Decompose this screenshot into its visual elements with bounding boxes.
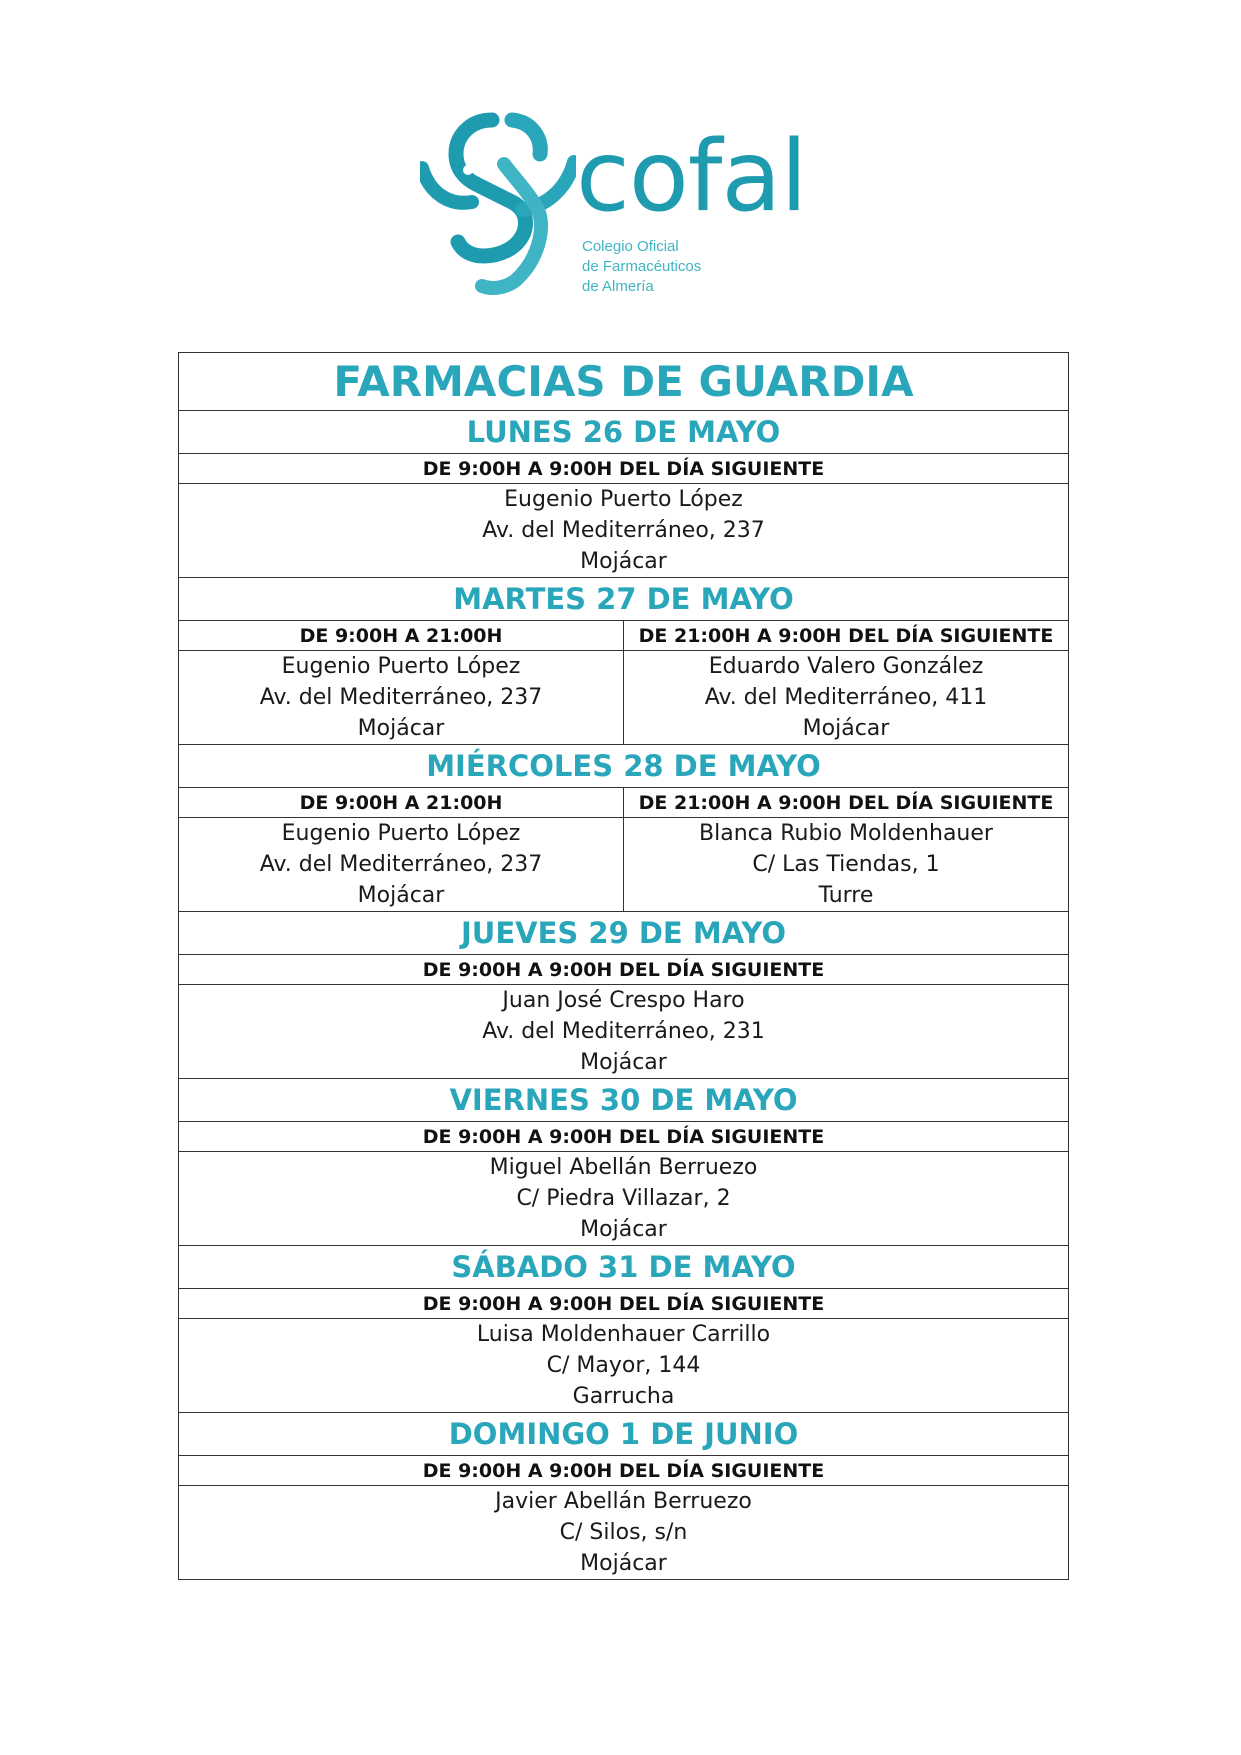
hours-label: DE 9:00H A 21:00H xyxy=(179,621,624,651)
hours-label: DE 21:00H A 9:00H DEL DÍA SIGUIENTE xyxy=(624,788,1069,818)
snake-cup-icon xyxy=(420,110,576,300)
pharmacy-address: Av. del Mediterráneo, 237 xyxy=(482,518,765,543)
day-heading: JUEVES 29 DE MAYO xyxy=(179,912,1069,955)
pharmacy-town: Mojácar xyxy=(580,549,667,574)
pharmacy-town: Garrucha xyxy=(572,1384,675,1409)
logo-subtitle xyxy=(582,237,701,297)
duty-pharmacies-table xyxy=(178,352,1069,1580)
pharmacy-name: Luisa Moldenhauer Carrillo xyxy=(476,1322,771,1347)
pharmacy-info xyxy=(179,1319,1069,1413)
day-heading: MARTES 27 DE MAYO xyxy=(179,578,1069,621)
pharmacy-info xyxy=(179,818,624,912)
logo-subtitle-line: Colegio Oficial xyxy=(582,238,679,255)
pharmacy-address: C/ Mayor, 144 xyxy=(546,1353,701,1378)
logo-subtitle-line: de Almería xyxy=(582,278,654,295)
day-heading: SÁBADO 31 DE MAYO xyxy=(179,1246,1069,1289)
pharmacy-name: Eugenio Puerto López xyxy=(281,821,521,846)
page-title: FARMACIAS DE GUARDIA xyxy=(179,353,1069,411)
pharmacy-address: Av. del Mediterráneo, 237 xyxy=(259,685,543,710)
hours-label: DE 9:00H A 9:00H DEL DÍA SIGUIENTE xyxy=(179,1289,1069,1319)
pharmacy-name: Miguel Abellán Berruezo xyxy=(489,1155,758,1180)
logo-subtitle-line: de Farmacéuticos xyxy=(582,258,702,275)
pharmacy-info xyxy=(624,651,1069,745)
pharmacy-info xyxy=(624,818,1069,912)
pharmacy-name: Javier Abellán Berruezo xyxy=(495,1489,752,1514)
pharmacy-name: Eugenio Puerto López xyxy=(504,487,743,512)
hours-label: DE 9:00H A 9:00H DEL DÍA SIGUIENTE xyxy=(179,1122,1069,1152)
hours-label: DE 9:00H A 9:00H DEL DÍA SIGUIENTE xyxy=(179,454,1069,484)
pharmacy-name: Eugenio Puerto López xyxy=(281,654,521,679)
pharmacy-town: Mojácar xyxy=(580,1217,667,1242)
pharmacy-address: C/ Silos, s/n xyxy=(559,1520,688,1545)
pharmacy-address: Av. del Mediterráneo, 237 xyxy=(259,852,543,877)
pharmacy-info xyxy=(179,1152,1069,1246)
pharmacy-town: Mojácar xyxy=(357,883,445,908)
pharmacy-town: Mojácar xyxy=(580,1551,667,1576)
pharmacy-info xyxy=(179,651,624,745)
hours-label: DE 9:00H A 21:00H xyxy=(179,788,624,818)
logo-wordmark: cofal xyxy=(576,120,807,234)
pharmacy-name: Juan José Crespo Haro xyxy=(502,988,745,1013)
day-heading: DOMINGO 1 DE JUNIO xyxy=(179,1413,1069,1456)
day-heading: LUNES 26 DE MAYO xyxy=(179,411,1069,454)
pharmacy-address: C/ Las Tiendas, 1 xyxy=(752,852,940,877)
day-heading: MIÉRCOLES 28 DE MAYO xyxy=(179,745,1069,788)
pharmacy-address: C/ Piedra Villazar, 2 xyxy=(516,1186,731,1211)
pharmacy-info xyxy=(179,484,1069,578)
hours-label: DE 9:00H A 9:00H DEL DÍA SIGUIENTE xyxy=(179,1456,1069,1486)
day-heading: VIERNES 30 DE MAYO xyxy=(179,1079,1069,1122)
pharmacy-name: Eduardo Valero González xyxy=(708,654,984,679)
pharmacy-town: Mojácar xyxy=(580,1050,667,1075)
pharmacy-info xyxy=(179,1486,1069,1580)
pharmacy-info xyxy=(179,985,1069,1079)
hours-label: DE 21:00H A 9:00H DEL DÍA SIGUIENTE xyxy=(624,621,1069,651)
pharmacy-name: Blanca Rubio Moldenhauer xyxy=(699,821,993,846)
pharmacy-town: Mojácar xyxy=(802,716,890,741)
cofal-logo xyxy=(420,110,820,300)
pharmacy-town: Turre xyxy=(818,883,874,908)
hours-label: DE 9:00H A 9:00H DEL DÍA SIGUIENTE xyxy=(179,955,1069,985)
pharmacy-address: Av. del Mediterráneo, 231 xyxy=(482,1019,765,1044)
pharmacy-address: Av. del Mediterráneo, 411 xyxy=(704,685,988,710)
pharmacy-town: Mojácar xyxy=(357,716,445,741)
